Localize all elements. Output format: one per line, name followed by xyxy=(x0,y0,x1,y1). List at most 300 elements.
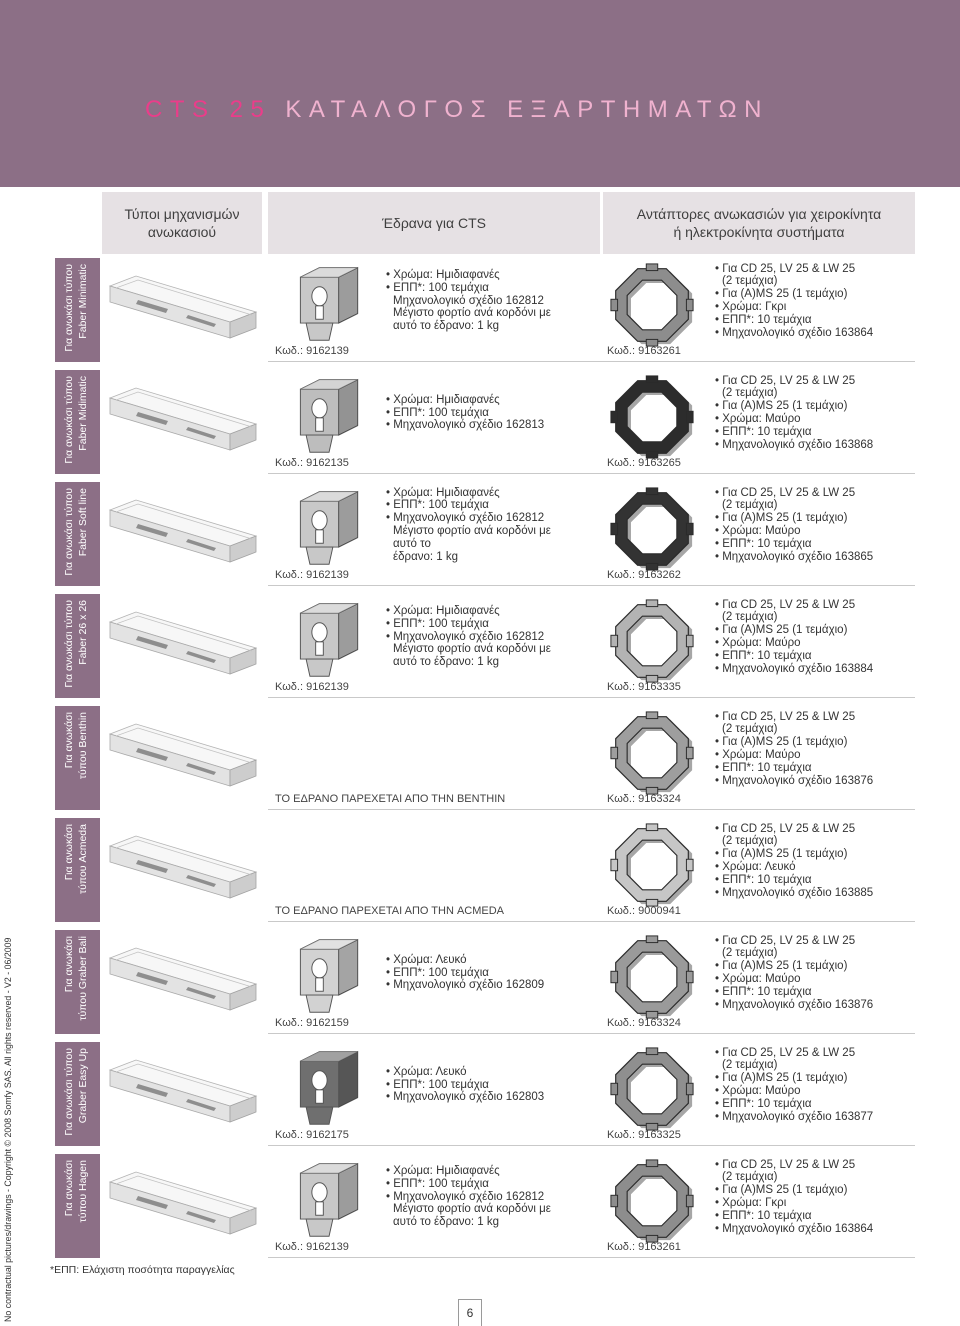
adapter-ring xyxy=(616,829,689,902)
row-divider xyxy=(268,1145,915,1146)
row-type-tab xyxy=(55,258,100,362)
bracket-foot xyxy=(306,1107,333,1124)
catalog-row xyxy=(55,1154,915,1258)
bracket-spec-line: • Μηχανολογικό σχέδιο 162812 xyxy=(386,512,545,525)
rail-profile-drawing xyxy=(102,484,262,584)
adapter-spec-line: • ΕΠΠ*: 10 τεμάχια xyxy=(715,537,812,550)
adapter-ring-drawing xyxy=(607,1158,697,1244)
catalog-table xyxy=(55,258,915,1258)
bracket-specs xyxy=(386,706,600,792)
catalog-row xyxy=(55,818,915,922)
adapter-specs xyxy=(715,818,915,904)
adapter-spec-line: • Χρώμα: Μαύρο xyxy=(715,1085,801,1097)
bracket-spec-line: • ΕΠΠ*: 100 τεμάχια xyxy=(386,1177,489,1190)
adapter-spec-line: • Χρώμα: Μαύρο xyxy=(715,413,801,425)
bracket-slot xyxy=(316,642,324,655)
bracket-spec-line: • ΕΠΠ*: 100 τεμάχια xyxy=(386,406,489,419)
adapter-image xyxy=(607,598,697,684)
adapter-spec-line: • Χρώμα: Λευκό xyxy=(715,861,796,873)
catalog-row xyxy=(55,930,915,1034)
bracket-cell xyxy=(268,594,600,698)
adapter-cell xyxy=(603,594,915,698)
bracket-specs xyxy=(386,1042,600,1128)
adapter-tab xyxy=(646,1048,657,1055)
adapter-ring xyxy=(616,1053,689,1126)
adapter-spec-line: • Για CD 25, LV 25 & LW 25 xyxy=(715,934,856,947)
bracket-hole xyxy=(312,959,327,978)
bracket-image xyxy=(285,484,375,570)
adapter-spec-line: • ΕΠΠ*: 10 τεμάχια xyxy=(715,1097,812,1110)
adapter-ring xyxy=(616,1165,689,1238)
column-header-line: Τύποι μηχανισμών xyxy=(124,206,240,222)
row-type-line: Faber Minimatic xyxy=(77,264,89,339)
column-header-line: Αντάπτορες ανωκασιών για χειροκίνητα xyxy=(636,206,882,222)
adapter-tab xyxy=(646,936,657,943)
bracket-specs xyxy=(386,1154,600,1240)
adapter-spec-line: • Μηχανολογικό σχέδιο 163868 xyxy=(715,438,874,451)
catalog-row xyxy=(55,706,915,810)
mechanism-rail-image xyxy=(102,260,262,360)
footnote: *ΕΠΠ: Ελάχιστη ποσότητα παραγγελίας xyxy=(50,1264,235,1276)
row-type-label xyxy=(55,706,100,810)
bracket-foot xyxy=(306,995,333,1012)
rail-profile-drawing xyxy=(102,1156,262,1256)
adapter-spec-line: • Μηχανολογικό σχέδιο 163885 xyxy=(715,886,874,899)
bracket-cell xyxy=(268,1042,600,1146)
row-divider xyxy=(268,809,915,810)
adapter-spec-line: • Μηχανολογικό σχέδιο 163864 xyxy=(715,326,874,339)
adapter-image xyxy=(607,1046,697,1132)
bracket-spec-line: έδρανο: 1 kg xyxy=(393,550,458,563)
adapter-spec-line: • Για CD 25, LV 25 & LW 25 xyxy=(715,262,856,275)
adapter-spec-line: • Μηχανολογικό σχέδιο 163884 xyxy=(715,662,874,675)
bracket-foot xyxy=(306,323,333,340)
adapter-spec-line: • Για (A)MS 25 (1 τεμάχιο) xyxy=(715,1184,848,1197)
bracket-specs xyxy=(386,594,600,680)
adapter-spec-line: (2 τεμάχια) xyxy=(722,275,778,288)
bracket-cell xyxy=(268,706,600,810)
bracket-drawing xyxy=(285,932,375,1018)
adapter-spec-line: • Για CD 25, LV 25 & LW 25 xyxy=(715,1158,856,1171)
adapter-code: Κωδ.: 9163262 xyxy=(607,569,681,581)
adapter-cell xyxy=(603,258,915,362)
catalog-row xyxy=(55,594,915,698)
column-header-line: ανωκασιού xyxy=(147,224,217,240)
row-type-line: Για ανωκάσι τύπου xyxy=(63,264,75,352)
row-type-line: τύπου Benthin xyxy=(77,712,89,780)
bracket-slot xyxy=(316,1090,324,1103)
bracket-drawing xyxy=(285,484,375,570)
mechanism-rail-image xyxy=(102,1044,262,1144)
adapter-spec-line: • Μηχανολογικό σχέδιο 163865 xyxy=(715,550,874,563)
adapter-image xyxy=(607,262,697,348)
bracket-foot xyxy=(306,1219,333,1236)
adapter-ring xyxy=(616,941,689,1014)
bracket-spec-line: • Μηχανολογικό σχέδιο 162812 xyxy=(386,630,545,643)
row-type-tab xyxy=(55,594,100,698)
bracket-code: Κωδ.: 9162175 xyxy=(275,1129,349,1141)
rail-profile-drawing xyxy=(102,372,262,472)
bracket-drawing xyxy=(285,260,375,346)
row-type-tab xyxy=(55,1154,100,1258)
bracket-specs xyxy=(386,258,600,344)
adapter-tab xyxy=(646,376,657,383)
adapter-tab xyxy=(611,859,618,870)
adapter-spec-line: (2 τεμάχια) xyxy=(722,835,778,848)
bracket-spec-line: • Μηχανολογικό σχέδιο 162809 xyxy=(386,979,545,992)
row-type-label xyxy=(55,258,100,362)
bracket-image xyxy=(285,1156,375,1242)
adapter-tab xyxy=(686,1195,693,1206)
adapter-tab xyxy=(646,488,657,495)
row-type-line: Για ανωκάσι τύπου xyxy=(63,488,75,576)
adapter-spec-line: (2 τεμάχια) xyxy=(722,1171,778,1184)
bracket-code: Κωδ.: 9162139 xyxy=(275,569,349,581)
adapter-code: Κωδ.: 9163335 xyxy=(607,681,681,693)
bracket-drawing xyxy=(285,372,375,458)
bracket-specs xyxy=(386,818,600,904)
bracket-spec-line: Μέγιστο φορτίο ανά κορδόνι με xyxy=(393,307,551,320)
header-banner xyxy=(0,0,960,187)
row-type-tab xyxy=(55,706,100,810)
bracket-spec-line: • Μηχανολογικό σχέδιο 162813 xyxy=(386,419,545,432)
row-divider xyxy=(268,697,915,698)
adapter-code: Κωδ.: 9163265 xyxy=(607,457,681,469)
adapter-specs xyxy=(715,594,915,680)
bracket-spec-line: Μέγιστο φορτίο ανά κορδόνι με xyxy=(393,525,551,537)
column-header-line: ή ηλεκτροκίνητα συστήματα xyxy=(673,224,845,240)
adapter-ring-drawing xyxy=(607,710,697,796)
bracket-foot xyxy=(306,547,333,564)
bracket-spec-line: • Χρώμα: Λευκό xyxy=(386,1065,467,1078)
adapter-tab xyxy=(686,1083,693,1094)
adapter-tab xyxy=(646,1160,657,1167)
adapter-spec-line: • Μηχανολογικό σχέδιο 163876 xyxy=(715,774,874,787)
adapter-spec-line: • Χρώμα: Μαύρο xyxy=(715,749,801,761)
bracket-image xyxy=(285,1044,375,1130)
adapter-spec-line: • ΕΠΠ*: 10 τεμάχια xyxy=(715,649,812,662)
adapter-spec-line: • Χρώμα: Μαύρο xyxy=(715,637,801,649)
row-type-line: Για ανωκάσι τύπου xyxy=(63,1048,75,1136)
adapter-tab xyxy=(611,635,618,646)
adapter-tab xyxy=(686,971,693,982)
adapter-code: Κωδ.: 9163324 xyxy=(607,793,681,805)
row-type-line: Για ανωκάσι τύπου xyxy=(63,600,75,688)
bracket-foot xyxy=(306,659,333,676)
row-divider xyxy=(268,585,915,586)
bracket-spec-line: • ΕΠΠ*: 100 τεμάχια xyxy=(386,281,489,294)
adapter-tab xyxy=(686,747,693,758)
bracket-spec-line: • Χρώμα: Ημιδιαφανές xyxy=(386,486,500,499)
rail-profile-drawing xyxy=(102,820,262,920)
row-divider xyxy=(268,921,915,922)
mechanism-rail-image xyxy=(102,484,262,584)
adapter-ring xyxy=(616,493,689,566)
adapter-image xyxy=(607,486,697,572)
adapter-specs xyxy=(715,370,915,456)
adapter-cell xyxy=(603,1154,915,1258)
adapter-code: Κωδ.: 9163261 xyxy=(607,345,681,357)
adapter-ring-drawing xyxy=(607,486,697,572)
bracket-cell xyxy=(268,930,600,1034)
column-header-mechanisms xyxy=(102,192,262,254)
adapter-spec-line: • Μηχανολογικό σχέδιο 163877 xyxy=(715,1110,874,1123)
adapter-image xyxy=(607,822,697,908)
adapter-spec-line: • ΕΠΠ*: 10 τεμάχια xyxy=(715,313,812,326)
bracket-hole xyxy=(312,399,327,418)
row-divider xyxy=(268,473,915,474)
adapter-ring-drawing xyxy=(607,1046,697,1132)
rail-profile-drawing xyxy=(102,260,262,360)
adapter-spec-line: • ΕΠΠ*: 10 τεμάχια xyxy=(715,985,812,998)
adapter-image xyxy=(607,374,697,460)
adapter-tab xyxy=(611,747,618,758)
bracket-spec-line: Μέγιστο φορτίο ανά κορδόνι με xyxy=(393,643,551,656)
adapter-ring-drawing xyxy=(607,598,697,684)
bracket-spec-line: αυτό το έδρανο: 1 kg xyxy=(393,656,500,669)
adapter-specs xyxy=(715,482,915,568)
bracket-specs xyxy=(386,370,600,456)
bracket-slot xyxy=(316,1202,324,1215)
bracket-spec-line: • Χρώμα: Λευκό xyxy=(386,953,467,966)
row-type-line: Για ανωκάσι xyxy=(63,1160,75,1217)
adapter-spec-line: (2 τεμάχια) xyxy=(722,387,778,400)
adapter-spec-line: • ΕΠΠ*: 10 τεμάχια xyxy=(715,761,812,774)
adapter-spec-line: • Για CD 25, LV 25 & LW 25 xyxy=(715,822,856,835)
row-type-label xyxy=(55,818,100,922)
adapter-code: Κωδ.: 9163324 xyxy=(607,1017,681,1029)
bracket-spec-line: Μέγιστο φορτίο ανά κορδόνι με xyxy=(393,1203,551,1216)
bracket-cell xyxy=(268,258,600,362)
bracket-code: Κωδ.: 9162139 xyxy=(275,1241,349,1253)
adapter-tab xyxy=(611,1083,618,1094)
adapter-spec-line: (2 τεμάχια) xyxy=(722,499,778,512)
adapter-image xyxy=(607,1158,697,1244)
row-type-label xyxy=(55,594,100,698)
adapter-specs xyxy=(715,706,915,792)
adapter-specs xyxy=(715,1042,915,1128)
adapter-cell xyxy=(603,370,915,474)
adapter-tab xyxy=(686,859,693,870)
row-type-line: Για ανωκάσι xyxy=(63,824,75,881)
adapter-specs xyxy=(715,258,915,344)
row-divider xyxy=(268,1257,915,1258)
rail-profile-drawing xyxy=(102,932,262,1032)
bracket-spec-line: Μηχανολογικό σχέδιο 162812 xyxy=(393,294,544,307)
adapter-spec-line: • ΕΠΠ*: 10 τεμάχια xyxy=(715,1209,812,1222)
bracket-drawing xyxy=(285,1156,375,1242)
adapter-tab xyxy=(646,824,657,831)
bracket-slot xyxy=(316,418,324,431)
adapter-spec-line: (2 τεμάχια) xyxy=(722,723,778,736)
adapter-tab xyxy=(611,1195,618,1206)
rail-profile-drawing xyxy=(102,708,262,808)
row-type-line: Faber 26 x 26 xyxy=(77,600,89,665)
adapter-ring xyxy=(616,717,689,790)
bracket-spec-line: • ΕΠΠ*: 100 τεμάχια xyxy=(386,1078,489,1091)
bracket-cell xyxy=(268,370,600,474)
adapter-cell xyxy=(603,818,915,922)
adapter-spec-line: • Για CD 25, LV 25 & LW 25 xyxy=(715,710,856,723)
bracket-specs xyxy=(386,930,600,1016)
adapter-spec-line: • Για (A)MS 25 (1 τεμάχιο) xyxy=(715,1072,848,1085)
row-divider xyxy=(268,361,915,362)
adapter-tab xyxy=(611,971,618,982)
adapter-spec-line: • Μηχανολογικό σχέδιο 163864 xyxy=(715,1222,874,1235)
bracket-image xyxy=(285,932,375,1018)
bracket-cell xyxy=(268,818,600,922)
column-header-line: Έδρανα για CTS xyxy=(382,215,486,231)
bracket-image xyxy=(285,260,375,346)
row-type-label xyxy=(55,1042,100,1146)
adapter-tab xyxy=(646,712,657,719)
adapter-cell xyxy=(603,930,915,1034)
adapter-tab xyxy=(611,299,618,310)
bracket-supplier-note: ΤΟ ΕΔΡΑΝΟ ΠΑΡΕΧΕΤΑΙ ΑΠΟ ΤΗΝ ACMEDA xyxy=(275,905,505,917)
adapter-cell xyxy=(603,482,915,586)
bracket-drawing xyxy=(285,1044,375,1130)
bracket-spec-line: • ΕΠΠ*: 100 τεμάχια xyxy=(386,966,489,979)
adapter-spec-line: • Για CD 25, LV 25 & LW 25 xyxy=(715,486,856,499)
mechanism-rail-image xyxy=(102,708,262,808)
column-header-adapters xyxy=(603,192,915,254)
row-type-line: Για ανωκάσι xyxy=(63,712,75,769)
adapter-code: Κωδ.: 9000941 xyxy=(607,905,681,917)
adapter-tab xyxy=(686,635,693,646)
adapter-ring-drawing xyxy=(607,822,697,908)
adapter-ring-drawing xyxy=(607,262,697,348)
adapter-spec-line: • Για (A)MS 25 (1 τεμάχιο) xyxy=(715,624,848,637)
copyright-notice: No contractual pictures/drawings - Copyright © 2008 Somfy SAS. All rights reserved - V2 - 06/2009 xyxy=(3,937,13,1322)
row-type-label xyxy=(55,1154,100,1258)
adapter-spec-line: • Χρώμα: Γκρι xyxy=(715,1197,787,1209)
row-type-tab xyxy=(55,482,100,586)
adapter-spec-line: • ΕΠΠ*: 10 τεμάχια xyxy=(715,425,812,438)
adapter-image xyxy=(607,710,697,796)
adapter-spec-line: • Για CD 25, LV 25 & LW 25 xyxy=(715,1046,856,1059)
bracket-spec-line: αυτό το έδρανο: 1 kg xyxy=(393,320,500,333)
adapter-specs xyxy=(715,930,915,1016)
bracket-hole xyxy=(312,1183,327,1202)
adapter-spec-line: • Για (A)MS 25 (1 τεμάχιο) xyxy=(715,960,848,973)
mechanism-rail-image xyxy=(102,596,262,696)
row-type-tab xyxy=(55,818,100,922)
row-type-tab xyxy=(55,930,100,1034)
bracket-code: Κωδ.: 9162135 xyxy=(275,457,349,469)
rail-profile-drawing xyxy=(102,596,262,696)
catalog-row xyxy=(55,258,915,362)
adapter-cell xyxy=(603,1042,915,1146)
adapter-ring xyxy=(616,381,689,454)
adapter-spec-line: (2 τεμάχια) xyxy=(722,947,778,960)
adapter-tab xyxy=(686,299,693,310)
mechanism-rail-image xyxy=(102,932,262,1032)
adapter-spec-line: • Για CD 25, LV 25 & LW 25 xyxy=(715,598,856,611)
adapter-code: Κωδ.: 9163261 xyxy=(607,1241,681,1253)
adapter-ring-drawing xyxy=(607,374,697,460)
adapter-spec-line: • Για (A)MS 25 (1 τεμάχιο) xyxy=(715,288,848,301)
adapter-tab xyxy=(686,523,693,534)
adapter-ring xyxy=(616,269,689,342)
row-type-line: Graber Easy Up xyxy=(77,1048,89,1124)
bracket-supplier-note: ΤΟ ΕΔΡΑΝΟ ΠΑΡΕΧΕΤΑΙ ΑΠΟ ΤΗΝ BENTHIN xyxy=(275,793,506,805)
adapter-spec-line: (2 τεμάχια) xyxy=(722,1059,778,1072)
adapter-spec-line: • Χρώμα: Γκρι xyxy=(715,301,787,313)
title-prefix: CTS 25 xyxy=(145,96,272,123)
row-type-line: Faber Midimatic xyxy=(77,376,89,451)
adapter-spec-line: • Χρώμα: Μαύρο xyxy=(715,525,801,537)
row-type-line: τύπου Acmeda xyxy=(77,824,89,895)
bracket-spec-line: αυτό το xyxy=(393,537,431,550)
title-main: ΚΑΤΑΛΟΓΟΣ ΕΞΑΡΤΗΜΑΤΩΝ xyxy=(285,96,769,123)
adapter-spec-line: • ΕΠΠ*: 10 τεμάχια xyxy=(715,873,812,886)
adapter-spec-line: (2 τεμάχια) xyxy=(722,611,778,624)
adapter-spec-line: • Για (A)MS 25 (1 τεμάχιο) xyxy=(715,512,848,525)
adapter-specs xyxy=(715,1154,915,1240)
bracket-spec-line: αυτό το έδρανο: 1 kg xyxy=(393,1216,500,1229)
bracket-cell xyxy=(268,1154,600,1258)
bracket-foot xyxy=(306,435,333,452)
adapter-tab xyxy=(686,411,693,422)
adapter-spec-line: • Για (A)MS 25 (1 τεμάχιο) xyxy=(715,400,848,413)
adapter-ring xyxy=(616,605,689,678)
column-header-brackets xyxy=(268,192,600,254)
bracket-specs xyxy=(386,482,600,568)
mechanism-rail-image xyxy=(102,1156,262,1256)
catalog-row xyxy=(55,370,915,474)
row-type-label xyxy=(55,482,100,586)
bracket-code: Κωδ.: 9162139 xyxy=(275,681,349,693)
bracket-image xyxy=(285,596,375,682)
bracket-code: Κωδ.: 9162159 xyxy=(275,1017,349,1029)
bracket-spec-line: • Μηχανολογικό σχέδιο 162812 xyxy=(386,1190,545,1203)
adapter-spec-line: • Μηχανολογικό σχέδιο 163876 xyxy=(715,998,874,1011)
row-type-tab xyxy=(55,370,100,474)
rail-profile-drawing xyxy=(102,1044,262,1144)
bracket-slot xyxy=(316,530,324,543)
bracket-spec-line: • Μηχανολογικό σχέδιο 162803 xyxy=(386,1091,545,1104)
adapter-spec-line: • Για CD 25, LV 25 & LW 25 xyxy=(715,374,856,387)
bracket-slot xyxy=(316,978,324,991)
bracket-hole xyxy=(312,287,327,306)
row-type-line: τύπου Hagen xyxy=(77,1160,89,1223)
bracket-code: Κωδ.: 9162139 xyxy=(275,345,349,357)
adapter-spec-line: • Για (A)MS 25 (1 τεμάχιο) xyxy=(715,736,848,749)
bracket-spec-line: • ΕΠΠ*: 100 τεμάχια xyxy=(386,499,489,512)
bracket-cell xyxy=(268,482,600,586)
adapter-spec-line: • Για (A)MS 25 (1 τεμάχιο) xyxy=(715,848,848,861)
row-type-line: Για ανωκάσι τύπου xyxy=(63,376,75,464)
row-type-tab xyxy=(55,1042,100,1146)
row-type-label xyxy=(55,930,100,1034)
adapter-spec-line: • Χρώμα: Μαύρο xyxy=(715,973,801,985)
catalog-row xyxy=(55,482,915,586)
page-number: 6 xyxy=(458,1299,482,1326)
adapter-tab xyxy=(646,600,657,607)
adapter-ring-drawing xyxy=(607,934,697,1020)
bracket-image xyxy=(285,372,375,458)
row-divider xyxy=(268,1033,915,1034)
bracket-hole xyxy=(312,511,327,530)
bracket-spec-line: • Χρώμα: Ημιδιαφανές xyxy=(386,1165,500,1177)
adapter-cell xyxy=(603,706,915,810)
mechanism-rail-image xyxy=(102,820,262,920)
adapter-image xyxy=(607,934,697,1020)
row-type-line: Για ανωκάσι xyxy=(63,936,75,993)
bracket-spec-line: • ΕΠΠ*: 100 τεμάχια xyxy=(386,617,489,630)
row-type-line: Faber Soft line xyxy=(77,488,89,557)
bracket-drawing xyxy=(285,596,375,682)
